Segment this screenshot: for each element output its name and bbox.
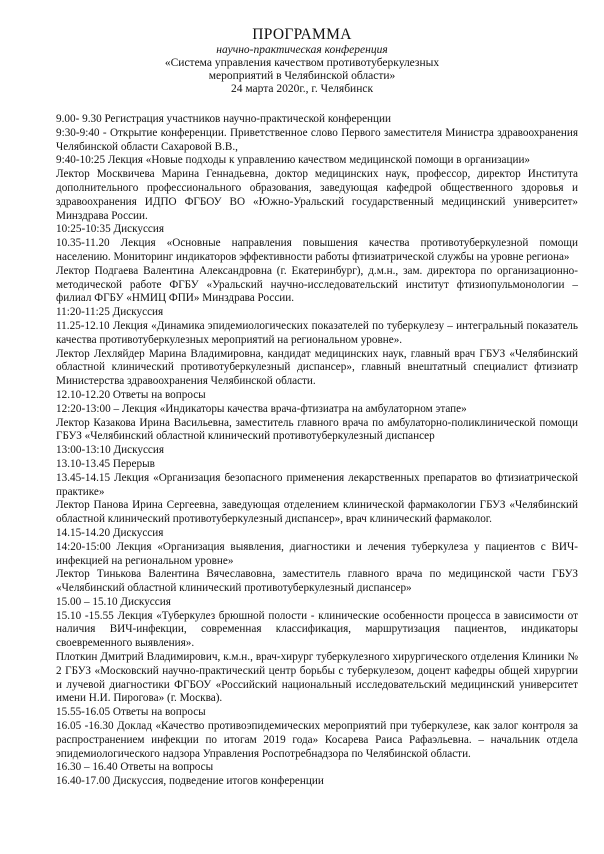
program-item: 14.15-14.20 Дискуссия — [56, 526, 164, 539]
page-title: ПРОГРАММА — [252, 26, 352, 43]
program-item: 13.10-13.45 Перерыв — [56, 457, 155, 470]
program-item: 15.55-16.05 Ответы на вопросы — [56, 706, 206, 719]
program-list — [56, 113, 578, 789]
conference-name-line-1: «Система управления качеством противотуберкулезных — [164, 57, 440, 69]
program-item: 14:20-15:00 Лекция «Организация выявления, диагностики и лечения туберкулеза у пациентов с ВИЧ-инфекцией на региональном уровне» — [56, 540, 578, 567]
program-item: Лектор Лехляйдер Марина Владимировна, кандидат медицинских наук, главный врач ГБУЗ «Челябинский областной клинический противотуберкулезный диспансер», главный внештатный специалист фтизиатр Министерства здравоохранения Челябинской области. — [56, 347, 578, 388]
program-item: 16.40-17.00 Дискуссия, подведение итогов конференции — [56, 775, 324, 788]
program-item: Лектор Казакова Ирина Васильевна, заместитель главного врача по амбулаторно-поликлинической помощи ГБУЗ «Челябинский областной клинический противотуберкулезный диспансер — [56, 416, 578, 443]
program-item: Плоткин Дмитрий Владимирович, к.м.н., врач-хирург туберкулезного хирургического отделения Клиники № 2 ГБУЗ «Московский научно-практический центр борьбы с туберкулезом, доцент кафедры общей хирургии и лучевой диагностики ФГБОУ «Российский национальный исследовательский медицинский университет имени Н.И. Пирогова» (г. Москва). — [56, 651, 578, 705]
program-item: 9:30-9:40 - Открытие конференции. Приветственное слово Первого заместителя Министра здравоохранения Челябинской области Сахаровой В.В., — [56, 126, 578, 153]
program-item: 12:20-13:00 – Лекция «Индикаторы качества врача-фтизиатра на амбулаторном этапе» — [56, 402, 467, 415]
program-item: 13.45-14.15 Лекция «Организация безопасного применения лекарственных препаратов во фтизиатрической практике» — [56, 471, 578, 498]
conference-type: научно-практическая конференция — [216, 44, 388, 56]
program-item: 16.30 – 16.40 Ответы на вопросы — [56, 761, 214, 774]
program-item: 10.35-11.20 Лекция «Основные направления повышения качества противотуберкулезной помощи населению. Мониторинг индикаторов эффективности работы фтизиатрической службы на уровне региона» — [56, 237, 578, 263]
program-item: 16.05 -16.30 Доклад «Качество противоэпидемических мероприятий при туберкулезе, как залог контроля за распространением инфекции по итогам 2019 года» Косарева Раиса Рафаэльевна. – начальник отдела эпидемиологического надзора Управления Роспотребнадзора по Челябинской области. — [56, 720, 578, 760]
conference-name-line-2: мероприятий в Челябинской области» — [208, 70, 396, 82]
program-item: 15.10 -15.55 Лекция «Туберкулез брюшной полости - клинические особенности процесса в зависимости от наличия ВИЧ-инфекции, современная классификация, маршрутизация пациентов, индикаторы своевременного выявления». — [56, 609, 578, 650]
program-item: 9:40-10:25 Лекция «Новые подходы к управлению качеством медицинской помощи в организации» — [56, 154, 531, 167]
program-item: 15.00 – 15.10 Дискуссия — [56, 595, 171, 608]
program-item: 11.25-12.10 Лекция «Динамика эпидемиологических показателей по туберкулезу – интегральный показатель качества противотуберкулезных мероприятий на региональном уровне». — [56, 319, 578, 346]
program-item: Лектор Москвичева Марина Геннадьевна, доктор медицинских наук, профессор, директор Института дополнительного профессионального образования, заведующая кафедрой общественного здоровья и здравоохранения ИДПО ФГБОУ ВО «Южно-Уральский государственный медицинский университет» Минздрава России. — [56, 168, 578, 222]
document-header — [0, 26, 604, 96]
program-item: 12.10-12.20 Ответы на вопросы — [56, 388, 206, 401]
conference-date: 24 марта 2020г., г. Челябинск — [230, 83, 374, 95]
program-item: Лектор Панова Ирина Сергеевна, заведующая отделением клинической фармакологии ГБУЗ «Челябинский областной клинический противотуберкулезный диспансер», врач клинический фармаколог. — [56, 499, 578, 526]
program-item: Лектор Подгаева Валентина Александровна (г. Екатеринбург), д.м.н., зам. директора по организационно-методической работе ФГБУ «Уральский научно-исследовательский институт фтизиопульмонологии – филиал ФГБУ «НМИЦ ФПИ» Минздрава России. — [56, 264, 578, 305]
program-item: 13:00-13:10 Дискуссия — [56, 444, 165, 457]
program-item: 9.00- 9.30 Регистрация участников научно-практической конференции — [56, 113, 391, 125]
program-item: Лектор Тинькова Валентина Вячеславовна, заместитель главного врача по медицинской части ГБУЗ «Челябинский областной клинический противотуберкулезный диспансер» — [56, 568, 578, 595]
program-item: 11:20-11:25 Дискуссия — [56, 306, 164, 319]
program-item: 10:25-10:35 Дискуссия — [56, 223, 165, 236]
